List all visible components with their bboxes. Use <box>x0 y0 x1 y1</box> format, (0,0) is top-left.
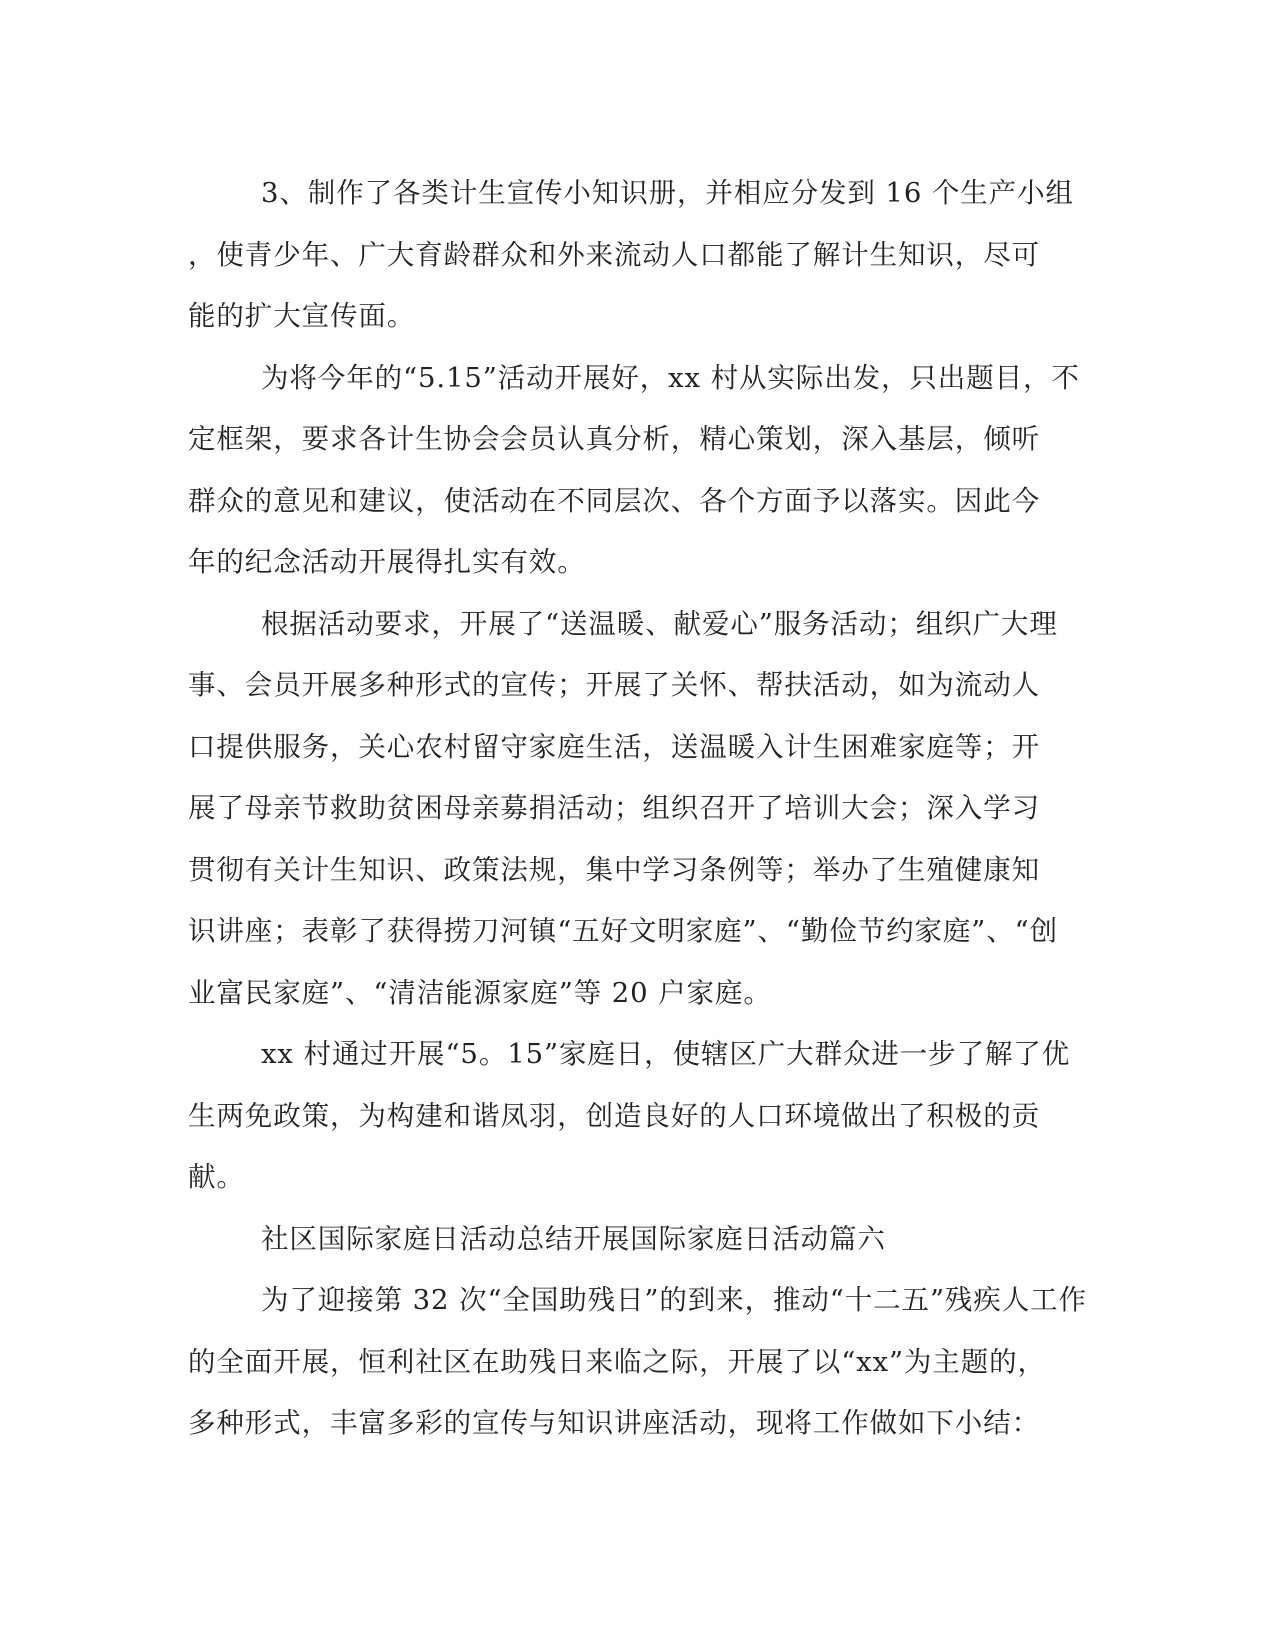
text-line: 能的扩大宣传面。 <box>188 300 416 332</box>
text-line: 3、制作了各类计生宣传小知识册，并相应分发到 16 个生产小组 <box>261 177 1074 209</box>
text-line: 年的纪念活动开展得扎实有效。 <box>188 546 586 578</box>
document-body <box>188 163 1087 1455</box>
text-line: xx 村通过开展“5。15”家庭日，使辖区广大群众进一步了解了优 <box>261 1038 1071 1070</box>
text-line: 献。 <box>188 1161 245 1193</box>
text-line: 口提供服务，关心农村留守家庭生活，送温暖入计生困难家庭等；开 <box>188 730 1040 763</box>
text-line: 社区国际家庭日活动总结开展国际家庭日活动篇六 <box>261 1222 886 1255</box>
text-line: 定框架，要求各计生协会会员认真分析，精心策划，深入基层，倾听 <box>188 423 1040 455</box>
text-line: 的全面开展，恒利社区在助残日来临之际，开展了以“xx”为主题的， <box>188 1345 1046 1378</box>
text-line: ，使青少年、广大育龄群众和外来流动人口都能了解计生知识，尽可 <box>188 238 1040 271</box>
text-line: 多种形式，丰富多彩的宣传与知识讲座活动，现将工作做如下小结： <box>188 1407 1040 1439</box>
text-line: 贯彻有关计生知识、政策法规，集中学习条例等；举办了生殖健康知 <box>188 853 1040 886</box>
text-line: 业富民家庭”、“清洁能源家庭”等 20 户家庭。 <box>188 976 772 1009</box>
text-line: 展了母亲节救助贫困母亲募捐活动；组织召开了培训大会；深入学习 <box>188 792 1040 824</box>
text-line: 群众的意见和建议，使活动在不同层次、各个方面予以落实。因此今 <box>188 484 1040 517</box>
text-line: 根据活动要求，开展了“送温暖、献爱心”服务活动；组织广大理 <box>261 607 1058 640</box>
text-line: 识讲座；表彰了获得捞刀河镇“五好文明家庭”、“勤俭节约家庭”、“创 <box>188 915 1058 947</box>
text-line: 生两免政策，为构建和谐凤羽，创造良好的人口环境做出了积极的贡 <box>188 1099 1040 1132</box>
text-line: 事、会员开展多种形式的宣传；开展了关怀、帮扶活动，如为流动人 <box>188 669 1040 701</box>
text-line: 为将今年的“5.15”活动开展好，xx 村从实际出发，只出题目，不 <box>261 361 1080 394</box>
text-line: 为了迎接第 32 次“全国助残日”的到来，推动“十二五”残疾人工作 <box>261 1284 1087 1316</box>
